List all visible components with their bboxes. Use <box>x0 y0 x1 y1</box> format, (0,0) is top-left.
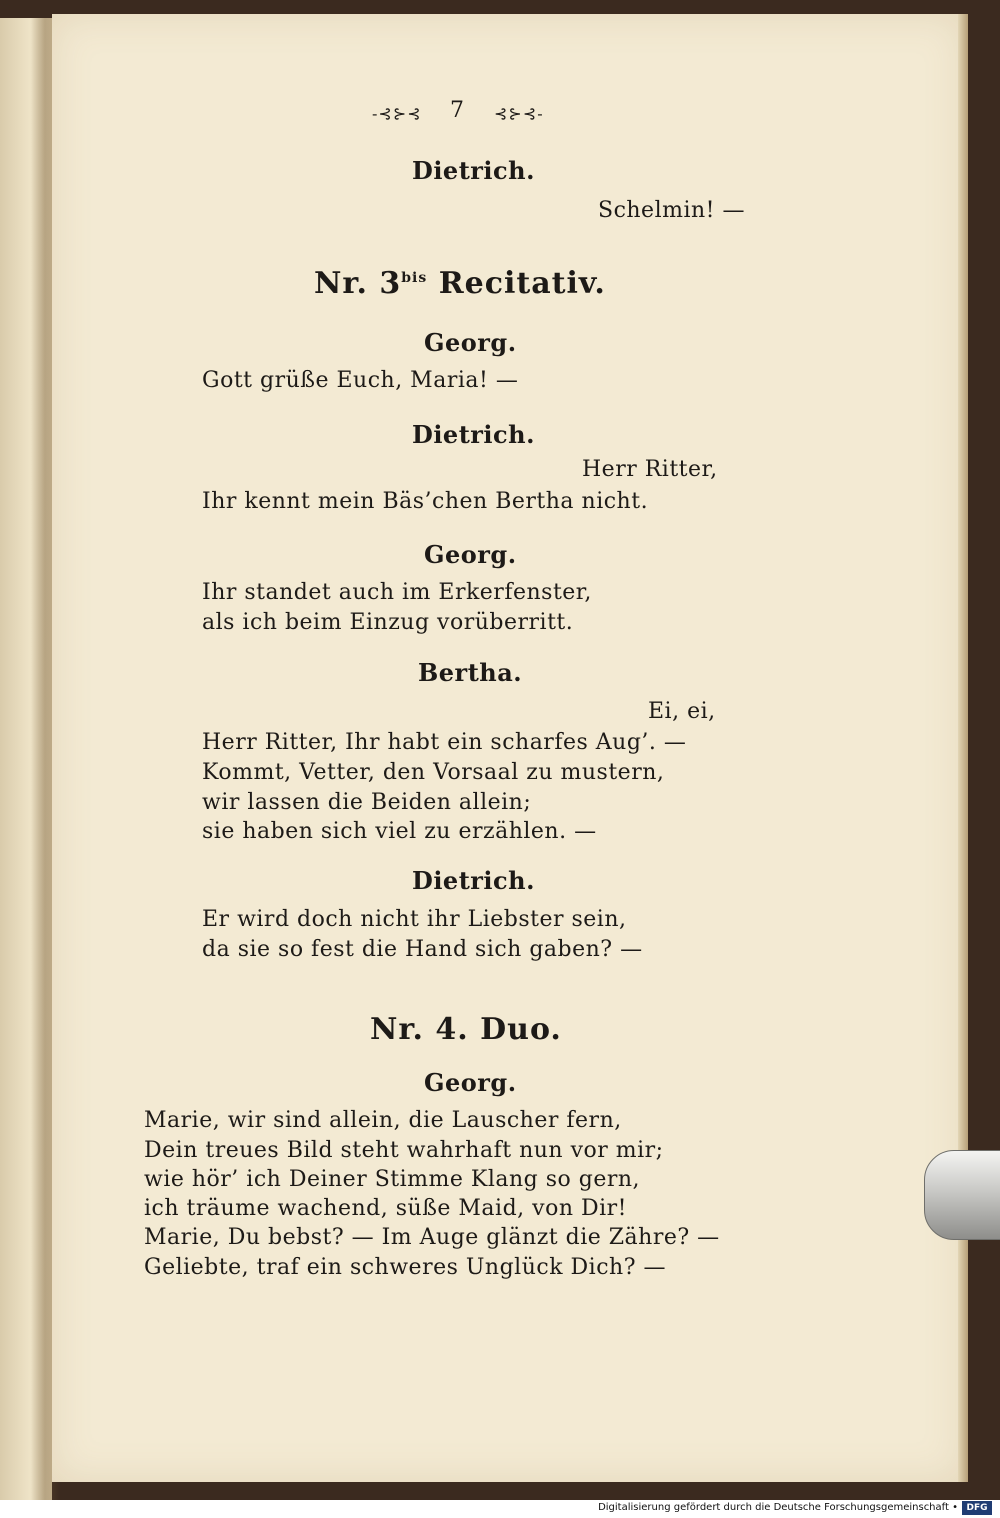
heading-sup: bis <box>401 270 428 286</box>
verse-line: Er wird doch nicht ihr Liebster sein, <box>202 907 627 932</box>
verse-line: Gott grüße Euch, Maria! — <box>202 368 519 393</box>
verse-line: wir lassen die Beiden allein; <box>202 790 532 815</box>
ornament-right: ⊰⊱⊰- <box>494 104 544 123</box>
speaker-dietrich: Dietrich. <box>412 866 535 895</box>
ornament-left: -⊰⊱⊰ <box>372 104 422 123</box>
speaker-georg: Georg. <box>424 1068 517 1097</box>
verse-line: da sie so fest die Hand sich gaben? — <box>202 937 643 962</box>
page-number: 7 <box>450 98 464 123</box>
verse-line: ich träume wachend, süße Maid, von Dir! <box>144 1196 628 1221</box>
verse-line: Ei, ei, <box>648 699 716 724</box>
speaker-dietrich: Dietrich. <box>412 156 535 185</box>
verse-line: Ihr standet auch im Erkerfenster, <box>202 580 592 605</box>
verse-line: Kommt, Vetter, den Vorsaal zu mustern, <box>202 760 665 785</box>
verse-line: Ihr kennt mein Bäs’chen Bertha nicht. <box>202 489 649 514</box>
page-edge <box>958 14 968 1482</box>
section-heading-duo: Nr. 4. Duo. <box>370 1012 562 1047</box>
speaker-georg: Georg. <box>424 328 517 357</box>
footer-credit: Digitalisierung gefördert durch die Deutsche Forschungsgemeinschaft • <box>598 1502 958 1513</box>
speaker-georg: Georg. <box>424 540 517 569</box>
verse-line: Dein treues Bild steht wahrhaft nun vor mir; <box>144 1138 664 1163</box>
speaker-bertha: Bertha. <box>418 658 523 687</box>
dfg-logo: DFG <box>962 1501 992 1515</box>
verse-line: Herr Ritter, <box>582 457 718 482</box>
verse-line: Schelmin! — <box>598 198 746 223</box>
verse-line: wie hör’ ich Deiner Stimme Klang so gern, <box>144 1167 641 1192</box>
metal-clip <box>924 1150 1000 1240</box>
section-heading-recitativ <box>314 266 606 301</box>
verse-line: als ich beim Einzug vorüberritt. <box>202 610 574 635</box>
verse-line: Herr Ritter, Ihr habt ein scharfes Aug’. — <box>202 730 687 755</box>
verse-line: Geliebte, traf ein schweres Unglück Dich? — <box>144 1255 666 1280</box>
verse-line: sie haben sich viel zu erzählen. — <box>202 819 597 844</box>
heading-title: Recitativ. <box>438 266 606 301</box>
heading-prefix: Nr. 3 <box>314 266 402 301</box>
verse-line: Marie, Du bebst? — Im Auge glänzt die Zähre? — <box>144 1225 720 1250</box>
speaker-dietrich: Dietrich. <box>412 420 535 449</box>
verse-line: Marie, wir sind allein, die Lauscher fern, <box>144 1108 622 1133</box>
